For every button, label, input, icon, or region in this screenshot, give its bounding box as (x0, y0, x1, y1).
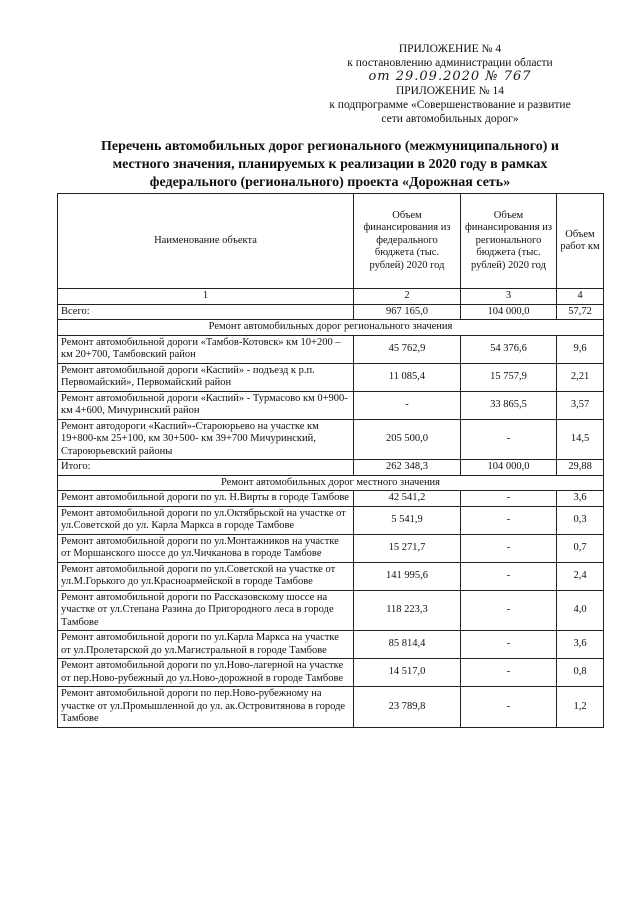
table-row (58, 659, 604, 687)
row-length: 3,57 (557, 391, 604, 419)
row-regional: - (461, 506, 557, 534)
roads-table (57, 193, 604, 728)
title-line-1: Перечень автомобильных дорог регионального (межмуниципального) и (101, 139, 559, 154)
section1-total-regional: 104 000,0 (461, 460, 557, 476)
row-length: 14,5 (557, 419, 604, 460)
row-federal: 14 517,0 (354, 659, 461, 687)
row-federal: - (354, 391, 461, 419)
header-federal: Объем финансирования из федерального бюджета (тыс. рублей) 2020 год (354, 194, 461, 289)
appendix2-reference-line1: к подпрограмме «Совершенствование и развитие (329, 99, 571, 111)
row-name: Ремонт автомобильной дороги по ул.Советской на участке от ул.М.Горького до ул.Красноармейской в городе Тамбове (58, 562, 354, 590)
row-federal: 42 541,2 (354, 491, 461, 507)
row-length: 1,2 (557, 687, 604, 728)
row-name: Ремонт автомобильной дороги «Каспий» - подъезд к р.п. Первомайский», Первомайский район (58, 363, 354, 391)
row-federal: 45 762,9 (354, 335, 461, 363)
section1-total-row (58, 460, 604, 476)
row-regional: - (461, 631, 557, 659)
row-name: Ремонт автомобильной дороги «Каспий» - Турмасово км 0+900- км 4+600, Мичуринский район (58, 391, 354, 419)
row-regional: - (461, 687, 557, 728)
header-length: Объем работ км (557, 194, 604, 289)
row-length: 2,4 (557, 562, 604, 590)
table-row (58, 687, 604, 728)
table-row (58, 363, 604, 391)
table-row (58, 335, 604, 363)
grand-total-federal: 967 165,0 (354, 304, 461, 320)
row-length: 0,7 (557, 534, 604, 562)
appendix-label: ПРИЛОЖЕНИЕ № 4 (398, 43, 502, 55)
appendix2-reference-line2: сети автомобильных дорог» (381, 113, 519, 125)
col-number-4: 4 (557, 289, 604, 305)
document-title (60, 138, 600, 192)
row-length: 9,6 (557, 335, 604, 363)
row-federal: 23 789,8 (354, 687, 461, 728)
section2-heading-row (58, 475, 604, 491)
section1-title: Ремонт автомобильных дорог регионального значения (58, 320, 604, 336)
section2-title: Ремонт автомобильных дорог местного значения (58, 475, 604, 491)
table-row (58, 506, 604, 534)
appendix-reference: к постановлению администрации области (347, 57, 553, 69)
row-length: 0,3 (557, 506, 604, 534)
row-regional: 54 376,6 (461, 335, 557, 363)
grand-total-regional: 104 000,0 (461, 304, 557, 320)
row-federal: 85 814,4 (354, 631, 461, 659)
row-name: Ремонт автомобильной дороги по ул. Н.Вирты в городе Тамбове (58, 491, 354, 507)
row-name: Ремонт автомобильной дороги «Тамбов-Котовск» км 10+200 – км 20+700, Тамбовский район (58, 335, 354, 363)
row-regional: 15 757,9 (461, 363, 557, 391)
grand-total-length: 57,72 (557, 304, 604, 320)
table-row (58, 590, 604, 631)
column-number-row (58, 289, 604, 305)
row-federal: 118 223,3 (354, 590, 461, 631)
row-regional: - (461, 659, 557, 687)
row-length: 0,8 (557, 659, 604, 687)
grand-total-label: Всего: (58, 304, 354, 320)
section1-total-length: 29,88 (557, 460, 604, 476)
table-row (58, 419, 604, 460)
row-length: 3,6 (557, 491, 604, 507)
section1-total-federal: 262 348,3 (354, 460, 461, 476)
row-name: Ремонт автомобильной дороги по Рассказовскому шоссе на участке от ул.Степана Разина до Пригородного леса в городе Тамбове (58, 590, 354, 631)
table-row (58, 534, 604, 562)
row-regional: - (461, 491, 557, 507)
section1-heading-row (58, 320, 604, 336)
section1-total-label: Итого: (58, 460, 354, 476)
row-name: Ремонт автомобильной дороги по ул.Монтажников на участке от Моршанского шоссе до ул.Чичканова в городе Тамбове (58, 534, 354, 562)
header-name: Наименование объекта (58, 194, 354, 289)
row-federal: 141 995,6 (354, 562, 461, 590)
grand-total-row (58, 304, 604, 320)
col-number-3: 3 (461, 289, 557, 305)
row-name: Ремонт автодороги «Каспий»-Староюрьево на участке км 19+800-км 25+100, км 30+500- км 39+700 Мичуринский, Староюрьевский районы (58, 419, 354, 460)
row-name: Ремонт автомобильной дороги по ул.Ново-лагерной на участке от пер.Ново-рубежный до ул.Ново-дорожной в городе Тамбове (58, 659, 354, 687)
row-federal: 15 271,7 (354, 534, 461, 562)
row-regional: - (461, 562, 557, 590)
row-length: 2,21 (557, 363, 604, 391)
table-row (58, 562, 604, 590)
row-name: Ремонт автомобильной дороги по ул.Карла Маркса на участке от ул.Пролетарской до ул.Магистральной в городе Тамбове (58, 631, 354, 659)
row-length: 3,6 (557, 631, 604, 659)
row-regional: 33 865,5 (461, 391, 557, 419)
row-federal: 5 541,9 (354, 506, 461, 534)
row-length: 4,0 (557, 590, 604, 631)
title-line-3: федерального (регионального) проекта «Дорожная сеть» (149, 175, 511, 190)
row-federal: 11 085,4 (354, 363, 461, 391)
title-line-2: местного значения, планируемых к реализации в 2020 году в рамках (112, 157, 548, 172)
row-regional: - (461, 590, 557, 631)
table-row (58, 491, 604, 507)
header-regional: Объем финансирования из регионального бюджета (тыс. рублей) 2020 год (461, 194, 557, 289)
header-row (58, 194, 604, 289)
row-name: Ремонт автомобильной дороги по пер.Ново-рубежному на участке от ул.Промышленной до ул. ак.Островитянова в городе Тамбове (58, 687, 354, 728)
appendix2-label: ПРИЛОЖЕНИЕ № 14 (395, 85, 504, 97)
appendix-date-handwritten: от 29.09.2020 № 767 (368, 69, 532, 84)
row-name: Ремонт автомобильной дороги по ул.Октябрьской на участке от ул.Советской до ул. Карла Маркса в городе Тамбове (58, 506, 354, 534)
appendix-header (300, 42, 600, 126)
row-regional: - (461, 534, 557, 562)
table-row (58, 391, 604, 419)
row-federal: 205 500,0 (354, 419, 461, 460)
row-regional: - (461, 419, 557, 460)
col-number-2: 2 (354, 289, 461, 305)
table-row (58, 631, 604, 659)
col-number-1: 1 (58, 289, 354, 305)
